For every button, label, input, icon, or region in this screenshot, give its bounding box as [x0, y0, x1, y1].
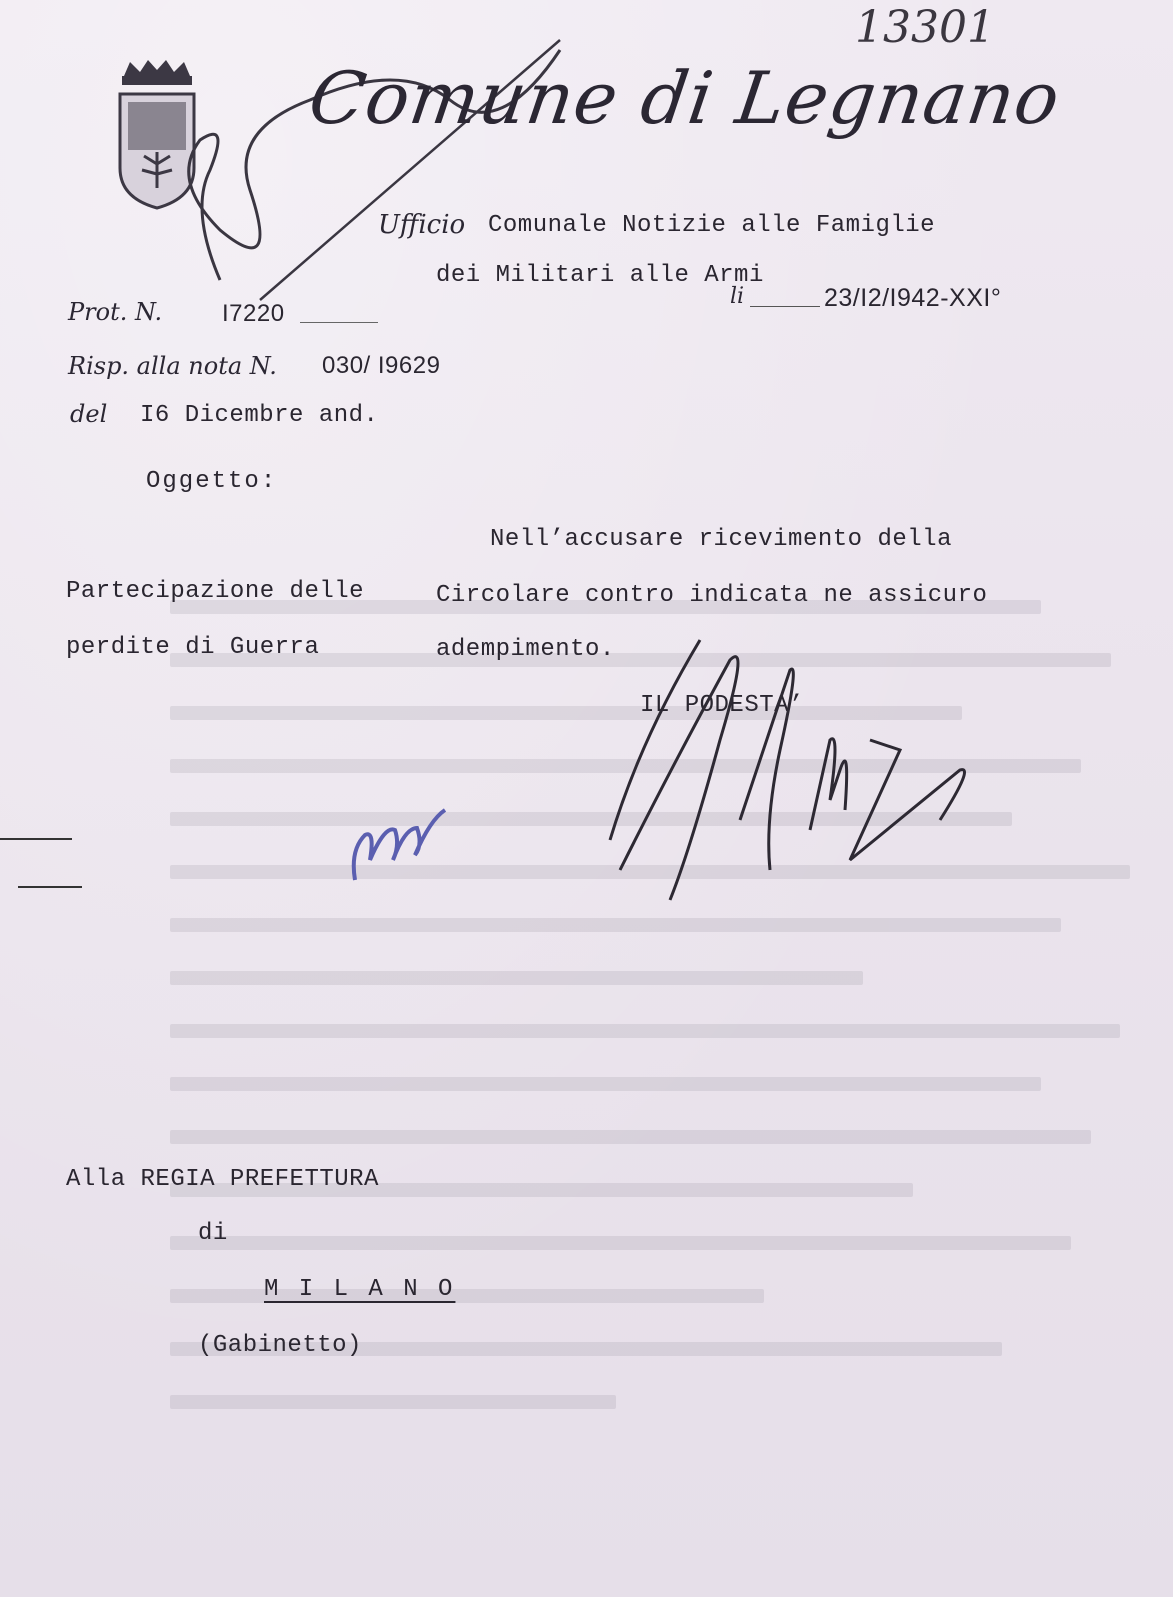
office-prefix: Ufficio	[378, 210, 466, 240]
subject-line-1: Partecipazione delle	[66, 578, 365, 605]
margin-mark-2	[18, 886, 82, 888]
body-line-1: Nell’accusare ricevimento della	[490, 526, 952, 553]
risp-label: Risp. alla nota N.	[68, 352, 277, 380]
body-line-2: Circolare contro indicata ne assicuro	[436, 582, 988, 609]
body-line-3: adempimento.	[436, 636, 615, 663]
del-value: I6 Dicembre and.	[140, 402, 379, 429]
subject-line-2: perdite di Guerra	[66, 634, 320, 661]
office-line-2: dei Militari alle Armi	[436, 262, 764, 289]
signature-title: IL PODESTA’	[640, 692, 804, 719]
subject-label: Oggetto:	[146, 468, 278, 495]
margin-mark-1	[0, 838, 72, 840]
date-prefix: li	[730, 284, 745, 309]
office-line-1: Comunale Notizie alle Famiglie	[488, 212, 936, 239]
recipient-line-1: Alla REGIA PREFETTURA	[66, 1166, 379, 1193]
recipient-line-4: (Gabinetto)	[198, 1332, 362, 1359]
pencil-initials	[345, 790, 455, 890]
letter-date: 23/I2/I942-XXI°	[824, 284, 1002, 312]
risp-value: 030/ I9629	[322, 352, 441, 379]
del-label: del	[70, 400, 108, 428]
prot-label: Prot. N.	[68, 298, 163, 326]
prot-value: I7220	[222, 300, 285, 327]
handwritten-signature	[580, 620, 1000, 920]
recipient-city: M I L A N O	[264, 1276, 456, 1303]
recipient-line-2: di	[198, 1220, 228, 1247]
prot-rule	[300, 322, 378, 323]
archive-number: 13301	[855, 2, 995, 53]
letterhead-title: Comune di Legnano	[304, 56, 1066, 140]
date-rule	[750, 306, 820, 307]
